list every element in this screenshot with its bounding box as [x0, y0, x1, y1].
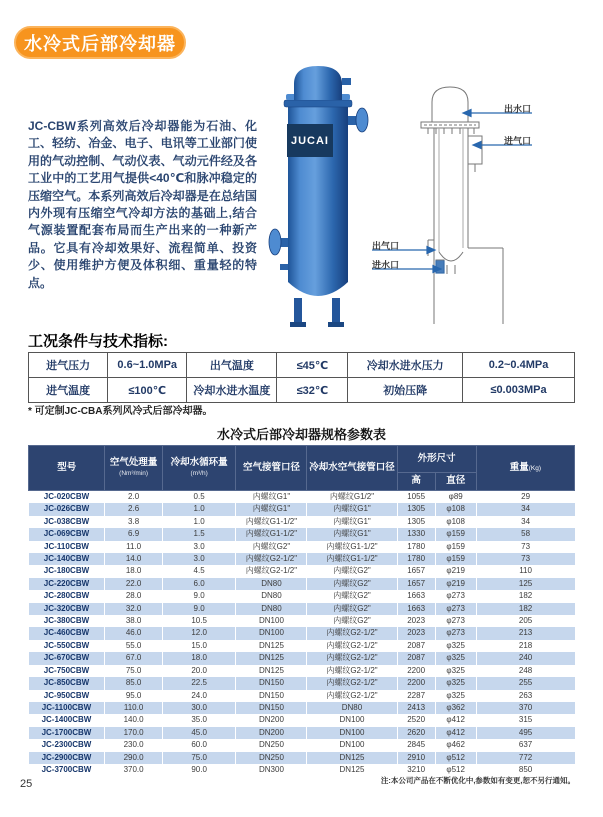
cell-height: 2023: [397, 627, 435, 639]
cell-weight: 213: [476, 627, 574, 639]
cell-diameter: φ108: [435, 503, 476, 515]
cell-air-port: DN200: [236, 727, 307, 739]
cell-air-capacity: 38.0: [105, 615, 162, 627]
cell-weight: 255: [476, 677, 574, 689]
cell-diameter: φ325: [435, 690, 476, 702]
cell-diameter: φ512: [435, 764, 476, 776]
cell-water-air-port: 内螺纹G2-1/2": [307, 627, 397, 639]
cell-water-flow: 1.5: [162, 528, 236, 540]
spec-row: [29, 541, 575, 553]
cell-height: 2520: [397, 714, 435, 726]
cell-height: 2200: [397, 665, 435, 677]
cell-model: JC-950CBW: [29, 690, 105, 702]
cell-model: JC-038CBW: [29, 516, 105, 528]
header-air-port: 空气接管口径: [236, 446, 307, 491]
cell-weight: 182: [476, 590, 574, 602]
cell-model: JC-1400CBW: [29, 714, 105, 726]
cell-air-port: DN125: [236, 652, 307, 664]
cell-water-air-port: 内螺纹G2-1/2": [307, 652, 397, 664]
spec-row: [29, 590, 575, 602]
cell-model: JC-220CBW: [29, 578, 105, 590]
cell-height: 2023: [397, 615, 435, 627]
cell-water-air-port: 内螺纹G2-1/2": [307, 690, 397, 702]
condition-value: ≤100℃: [108, 378, 187, 403]
cell-air-port: DN125: [236, 665, 307, 677]
header-height: 高: [397, 473, 435, 491]
cell-model: JC-280CBW: [29, 590, 105, 602]
cell-air-port: DN300: [236, 764, 307, 776]
cell-model: JC-140CBW: [29, 553, 105, 565]
spec-row: [29, 702, 575, 714]
cell-weight: 110: [476, 565, 574, 577]
page-title: 水冷式后部冷却器: [14, 26, 186, 59]
spec-row: [29, 553, 575, 565]
cell-water-flow: 1.0: [162, 516, 236, 528]
cell-water-flow: 24.0: [162, 690, 236, 702]
label-water-inlet: 进水口: [372, 260, 400, 270]
cell-water-air-port: 内螺纹G1": [307, 503, 397, 515]
cell-diameter: φ362: [435, 702, 476, 714]
cell-air-port: DN100: [236, 615, 307, 627]
cell-air-port: DN150: [236, 690, 307, 702]
cell-air-capacity: 55.0: [105, 640, 162, 652]
cell-water-flow: 45.0: [162, 727, 236, 739]
cell-water-air-port: 内螺纹G1-1/2": [307, 553, 397, 565]
cell-diameter: φ108: [435, 516, 476, 528]
cell-weight: 495: [476, 727, 574, 739]
spec-row: [29, 578, 575, 590]
label-air-outlet: 出气口: [372, 241, 400, 251]
cell-diameter: φ462: [435, 739, 476, 751]
spec-row: [29, 565, 575, 577]
cell-air-capacity: 11.0: [105, 541, 162, 553]
cell-weight: 58: [476, 528, 574, 540]
cell-diameter: φ273: [435, 590, 476, 602]
cell-air-capacity: 85.0: [105, 677, 162, 689]
cell-diameter: φ512: [435, 752, 476, 764]
cell-height: 2087: [397, 652, 435, 664]
cell-water-flow: 0.5: [162, 491, 236, 504]
conditions-heading: 工况条件与技术指标:: [28, 333, 168, 350]
cell-water-air-port: DN100: [307, 739, 397, 751]
spec-row: [29, 516, 575, 528]
spec-row: [29, 714, 575, 726]
conditions-row: [29, 378, 575, 403]
tank-illustration: [266, 60, 372, 332]
spec-table-body: [29, 491, 575, 777]
spec-table-title: 水冷式后部冷却器规格参数表: [216, 427, 386, 442]
cell-air-port: 内螺纹G2-1/2": [236, 553, 307, 565]
header-diameter: 直径: [435, 473, 476, 491]
header-weight-unit: (Kg): [528, 464, 541, 472]
condition-value: 0.2~0.4MPa: [463, 353, 575, 378]
cell-weight: 218: [476, 640, 574, 652]
cell-diameter: φ325: [435, 665, 476, 677]
cell-weight: 29: [476, 491, 574, 504]
condition-value: 0.6~1.0MPa: [108, 353, 187, 378]
header-water-air-port: 冷却水空气接管口径: [307, 446, 397, 491]
cell-model: JC-1700CBW: [29, 727, 105, 739]
header-model: 型号: [29, 446, 105, 491]
conditions-footnote: * 可定制JC-CBA系列风冷式后部冷却器。: [28, 406, 213, 417]
conditions-row: [29, 353, 575, 378]
spec-row: [29, 491, 575, 504]
cell-model: JC-380CBW: [29, 615, 105, 627]
cell-air-port: DN150: [236, 677, 307, 689]
condition-value: ≤0.003MPa: [463, 378, 575, 403]
condition-value: ≤45℃: [277, 353, 348, 378]
cell-model: JC-2900CBW: [29, 752, 105, 764]
cell-model: JC-3700CBW: [29, 764, 105, 776]
cell-weight: 125: [476, 578, 574, 590]
cell-water-air-port: 内螺纹G1-1/2": [307, 541, 397, 553]
cell-model: JC-110CBW: [29, 541, 105, 553]
cell-weight: 248: [476, 665, 574, 677]
cell-water-flow: 20.0: [162, 665, 236, 677]
cell-air-capacity: 2.0: [105, 491, 162, 504]
cell-water-flow: 3.0: [162, 553, 236, 565]
spec-row: [29, 677, 575, 689]
schematic-diagram: [358, 76, 601, 326]
spec-row: [29, 665, 575, 677]
cell-air-capacity: 370.0: [105, 764, 162, 776]
cell-weight: 73: [476, 541, 574, 553]
header-weight: 重量(Kg): [476, 446, 574, 491]
cell-air-port: 内螺纹G1": [236, 491, 307, 504]
cell-water-air-port: DN80: [307, 702, 397, 714]
condition-label: 进气温度: [29, 378, 108, 403]
spec-row: [29, 603, 575, 615]
cell-water-air-port: DN125: [307, 764, 397, 776]
cell-air-port: DN80: [236, 603, 307, 615]
cell-air-port: 内螺纹G1-1/2": [236, 528, 307, 540]
cell-air-capacity: 22.0: [105, 578, 162, 590]
spec-row: [29, 528, 575, 540]
cell-height: 1657: [397, 565, 435, 577]
cell-water-air-port: 内螺纹G2": [307, 578, 397, 590]
spec-row: [29, 615, 575, 627]
cell-water-flow: 1.0: [162, 503, 236, 515]
cell-model: JC-750CBW: [29, 665, 105, 677]
condition-label: 冷却水进水压力: [348, 353, 463, 378]
cell-water-air-port: 内螺纹G2-1/2": [307, 665, 397, 677]
cell-water-air-port: 内螺纹G1": [307, 528, 397, 540]
cell-air-capacity: 14.0: [105, 553, 162, 565]
cell-height: 2200: [397, 677, 435, 689]
cell-water-air-port: 内螺纹G2": [307, 565, 397, 577]
cell-water-flow: 60.0: [162, 739, 236, 751]
schematic-svg: [358, 76, 601, 326]
cell-weight: 850: [476, 764, 574, 776]
cell-air-capacity: 230.0: [105, 739, 162, 751]
cell-height: 1305: [397, 503, 435, 515]
cell-water-flow: 35.0: [162, 714, 236, 726]
spec-row: [29, 640, 575, 652]
cell-water-flow: 9.0: [162, 590, 236, 602]
cell-water-flow: 30.0: [162, 702, 236, 714]
cell-diameter: φ273: [435, 603, 476, 615]
cell-air-port: DN250: [236, 752, 307, 764]
spec-row: [29, 727, 575, 739]
cell-air-capacity: 170.0: [105, 727, 162, 739]
cell-air-capacity: 3.8: [105, 516, 162, 528]
cell-diameter: φ412: [435, 714, 476, 726]
cell-water-air-port: 内螺纹G2": [307, 603, 397, 615]
cell-height: 2087: [397, 640, 435, 652]
header-air-capacity: 空气处理量 (Nm³/min): [105, 446, 162, 491]
cell-weight: 240: [476, 652, 574, 664]
cell-air-capacity: 46.0: [105, 627, 162, 639]
condition-label: 初始压降: [348, 378, 463, 403]
spec-row: [29, 503, 575, 515]
cell-air-capacity: 75.0: [105, 665, 162, 677]
cell-height: 2620: [397, 727, 435, 739]
cell-weight: 637: [476, 739, 574, 751]
cell-water-flow: 9.0: [162, 603, 236, 615]
cell-weight: 205: [476, 615, 574, 627]
cell-air-capacity: 6.9: [105, 528, 162, 540]
disclaimer-note: 注:本公司产品在不断优化中,参数如有变更,恕不另行通知。: [380, 776, 575, 785]
cell-model: JC-180CBW: [29, 565, 105, 577]
cell-water-flow: 4.5: [162, 565, 236, 577]
cell-water-air-port: 内螺纹G1": [307, 516, 397, 528]
cell-weight: 263: [476, 690, 574, 702]
cell-air-capacity: 290.0: [105, 752, 162, 764]
cell-air-capacity: 2.6: [105, 503, 162, 515]
cell-water-flow: 3.0: [162, 541, 236, 553]
cell-weight: 182: [476, 603, 574, 615]
cell-height: 1305: [397, 516, 435, 528]
cell-height: 2287: [397, 690, 435, 702]
cell-water-air-port: 内螺纹G2": [307, 615, 397, 627]
cell-model: JC-1100CBW: [29, 702, 105, 714]
cell-diameter: φ325: [435, 677, 476, 689]
header-air-capacity-unit: (Nm³/min): [119, 470, 149, 478]
cell-water-air-port: 内螺纹G2-1/2": [307, 677, 397, 689]
cell-weight: 315: [476, 714, 574, 726]
label-air-inlet: 进气口: [504, 136, 532, 146]
label-water-outlet: 出水口: [504, 104, 532, 114]
cell-height: 2845: [397, 739, 435, 751]
cell-water-flow: 6.0: [162, 578, 236, 590]
cell-model: JC-2300CBW: [29, 739, 105, 751]
cell-model: JC-670CBW: [29, 652, 105, 664]
header-dimensions: 外形尺寸: [397, 446, 476, 473]
spec-row: [29, 652, 575, 664]
cell-height: 1657: [397, 578, 435, 590]
cell-water-air-port: DN100: [307, 714, 397, 726]
cell-air-capacity: 18.0: [105, 565, 162, 577]
conditions-table: [28, 352, 575, 403]
cell-weight: 34: [476, 503, 574, 515]
cell-air-capacity: 140.0: [105, 714, 162, 726]
cell-height: 3210: [397, 764, 435, 776]
cell-model: JC-460CBW: [29, 627, 105, 639]
cell-air-port: 内螺纹G1": [236, 503, 307, 515]
cell-diameter: φ273: [435, 615, 476, 627]
cell-diameter: φ325: [435, 652, 476, 664]
cell-weight: 370: [476, 702, 574, 714]
cell-air-capacity: 28.0: [105, 590, 162, 602]
cell-water-flow: 15.0: [162, 640, 236, 652]
cell-height: 1663: [397, 590, 435, 602]
cell-air-capacity: 67.0: [105, 652, 162, 664]
cell-air-port: DN125: [236, 640, 307, 652]
cell-air-port: DN250: [236, 739, 307, 751]
spec-table: [28, 445, 575, 776]
product-photo: [266, 60, 372, 332]
cell-air-port: DN100: [236, 627, 307, 639]
cell-water-flow: 22.5: [162, 677, 236, 689]
cell-model: JC-850CBW: [29, 677, 105, 689]
cell-water-air-port: DN100: [307, 727, 397, 739]
cell-water-flow: 18.0: [162, 652, 236, 664]
header-water-flow-unit: (m³/h): [190, 470, 208, 478]
spec-row: [29, 752, 575, 764]
cell-water-air-port: 内螺纹G2": [307, 590, 397, 602]
cell-height: 2413: [397, 702, 435, 714]
cell-air-port: 内螺纹G2-1/2": [236, 565, 307, 577]
conditions-table-body: [29, 353, 575, 403]
condition-label: 进气压力: [29, 353, 108, 378]
cell-water-flow: 12.0: [162, 627, 236, 639]
spec-row: [29, 739, 575, 751]
page-number: 25: [20, 778, 33, 790]
cell-diameter: φ412: [435, 727, 476, 739]
cell-height: 1330: [397, 528, 435, 540]
cell-water-air-port: DN125: [307, 752, 397, 764]
cell-diameter: φ219: [435, 578, 476, 590]
brand-label: JUCAI: [287, 124, 333, 157]
cell-model: JC-550CBW: [29, 640, 105, 652]
cell-water-flow: 10.5: [162, 615, 236, 627]
cell-air-port: DN80: [236, 578, 307, 590]
cell-model: JC-020CBW: [29, 491, 105, 504]
cell-diameter: φ325: [435, 640, 476, 652]
intro-paragraph: JC-CBW系列高效后冷却器能为石油、化工、轻纺、冶金、电子、电讯等工业部门使用的气动控制、气动仪表、气动元件经及各工业中的工艺用气提供<40℃和脉冲稳定的压缩空气。本系列高效后冷却器是在总结国内外现有压缩空气冷却方法的基础上,结合气源装置配套布局而生产出来的一种新产品。它具有冷却效果好、流程简单、投资少、使用维护方便及体积细、重量轻的特点。: [28, 119, 257, 290]
cell-diameter: φ219: [435, 565, 476, 577]
cell-air-capacity: 110.0: [105, 702, 162, 714]
cell-weight: 772: [476, 752, 574, 764]
cell-air-port: 内螺纹G1-1/2": [236, 516, 307, 528]
condition-label: 出气温度: [187, 353, 277, 378]
condition-value: ≤32℃: [277, 378, 348, 403]
cell-model: JC-069CBW: [29, 528, 105, 540]
cell-air-capacity: 95.0: [105, 690, 162, 702]
cell-diameter: φ159: [435, 553, 476, 565]
cell-water-air-port: 内螺纹G2-1/2": [307, 640, 397, 652]
cell-height: 1780: [397, 541, 435, 553]
cell-weight: 34: [476, 516, 574, 528]
cell-water-flow: 75.0: [162, 752, 236, 764]
cell-height: 1780: [397, 553, 435, 565]
spec-row: [29, 627, 575, 639]
cell-weight: 73: [476, 553, 574, 565]
cell-model: JC-320CBW: [29, 603, 105, 615]
cell-diameter: φ159: [435, 541, 476, 553]
cell-water-air-port: 内螺纹G1/2": [307, 491, 397, 504]
cell-diameter: φ159: [435, 528, 476, 540]
spec-row: [29, 690, 575, 702]
cell-height: 1663: [397, 603, 435, 615]
cell-height: 2910: [397, 752, 435, 764]
cell-diameter: φ273: [435, 627, 476, 639]
cell-air-port: DN150: [236, 702, 307, 714]
cell-air-port: 内螺纹G2": [236, 541, 307, 553]
cell-diameter: φ89: [435, 491, 476, 504]
header-water-flow: 冷却水循环量 (m³/h): [162, 446, 236, 491]
cell-model: JC-026CBW: [29, 503, 105, 515]
condition-label: 冷却水进水温度: [187, 378, 277, 403]
cell-air-capacity: 32.0: [105, 603, 162, 615]
cell-air-port: DN200: [236, 714, 307, 726]
cell-height: 1055: [397, 491, 435, 504]
cell-water-flow: 90.0: [162, 764, 236, 776]
cell-air-port: DN80: [236, 590, 307, 602]
